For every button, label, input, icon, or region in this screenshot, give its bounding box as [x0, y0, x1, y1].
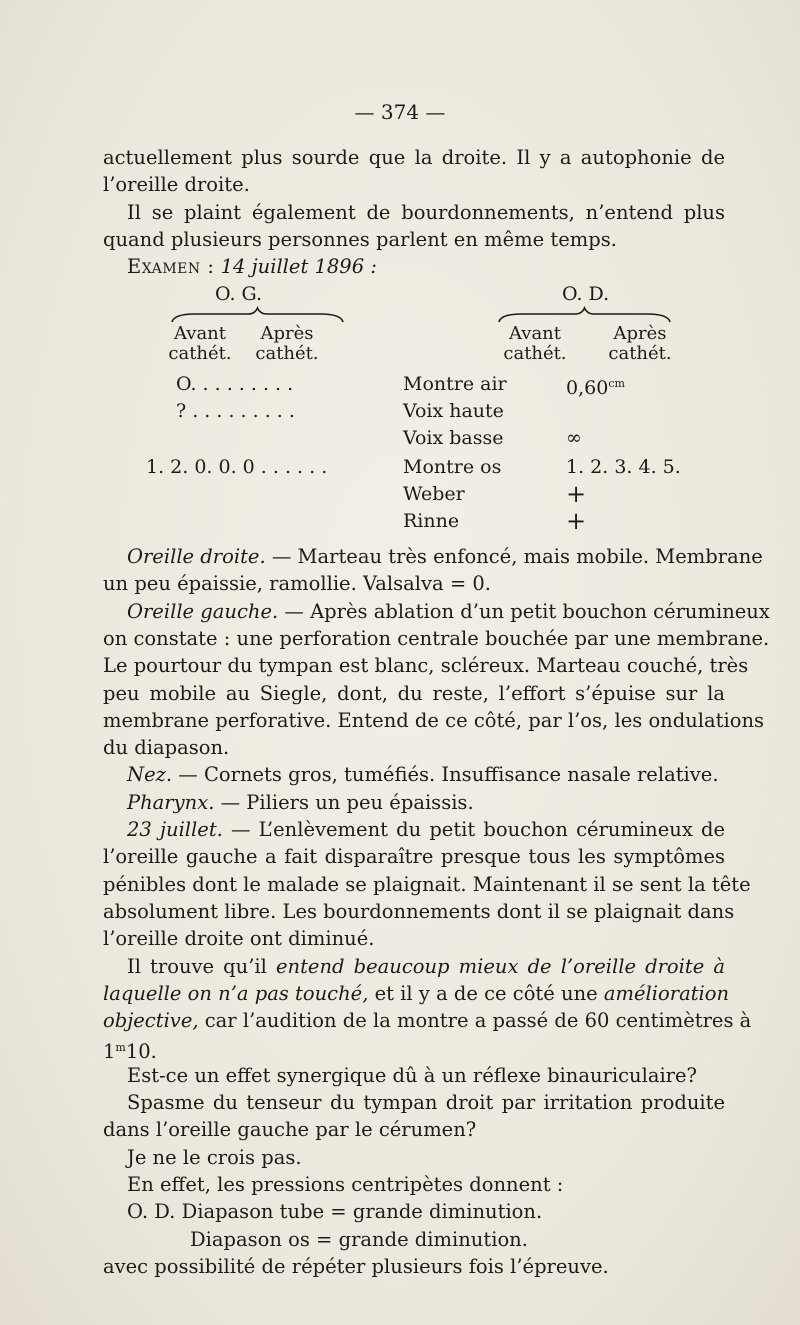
text-line: Le pourtour du tympan est blanc, scléreux. Marteau couché, très — [103, 654, 749, 677]
od-value: 1. 2. 3. 4. 5. — [566, 456, 681, 478]
text-line: l’oreille gauche a fait disparaître presque tous les symptômes — [103, 845, 725, 868]
text-line: Diapason os = grande diminution. — [190, 1228, 528, 1251]
text-line: pénibles dont le malade se plaignait. Maintenant il se sent la tête — [103, 873, 751, 896]
og-header: O. G. — [215, 283, 263, 305]
text-line: dans l’oreille gauche par le cérumen? — [103, 1118, 477, 1141]
text-line: absolument libre. Les bourdonnements dont il se plaignait dans — [103, 900, 735, 923]
og-value: O. . . . . . . . . — [176, 373, 294, 395]
text-line: En effet, les pressions centripètes donnent : — [127, 1173, 564, 1196]
text-line: peu mobile au Siegle, dont, du reste, l’effort s’épuise sur la — [103, 682, 725, 705]
text-line: membrane perforative. Entend de ce côté, par l’os, les ondulations — [103, 709, 765, 732]
og-value: 1. 2. 0. 0. 0 . . . . . . — [146, 456, 328, 478]
text-line: on constate : une perforation centrale bouchée par une membrane. — [103, 627, 770, 650]
text-line: avec possibilité de répéter plusieurs fois l’épreuve. — [103, 1255, 609, 1278]
text-line: Spasme du tenseur du tympan droit par irritation produite — [127, 1091, 725, 1114]
text-line: Il se plaint également de bourdonnements, n’entend plus — [127, 201, 725, 224]
text-line: du diapason. — [103, 736, 230, 759]
text-line: l’oreille droite. — [103, 173, 250, 196]
od-avant-label: Avant cathét. — [503, 323, 567, 364]
text-line: objective, car l’audition de la montre a passé de 60 centimètres à — [103, 1009, 752, 1032]
od-value: + — [566, 507, 587, 535]
examen-label: Examen : — [127, 255, 215, 278]
examen-date: 14 juillet 1896 : — [220, 255, 377, 278]
page-number: — 374 — — [354, 100, 446, 124]
og-value: ? . . . . . . . . . — [176, 400, 295, 422]
text-line: quand plusieurs personnes parlent en même temps. — [103, 228, 617, 251]
od-header: O. D. — [562, 283, 610, 305]
og-brace — [170, 306, 345, 324]
od-apres-label: Après cathét. — [608, 323, 672, 364]
test-name: Rinne — [403, 510, 460, 532]
od-value: ∞ — [566, 427, 582, 449]
od-value: + — [566, 480, 587, 508]
test-name: Voix basse — [403, 427, 504, 449]
text-line: Nez. — Cornets gros, tuméfiés. Insuffisance nasale relative. — [127, 763, 719, 786]
text-line: Oreille droite. — Marteau très enfoncé, mais mobile. Membrane — [127, 545, 763, 568]
og-avant-label: Avant cathét. — [168, 323, 232, 364]
text-line: actuellement plus sourde que la droite. Il y a autophonie de — [103, 146, 725, 169]
test-name: Weber — [403, 483, 465, 505]
test-name: Montre air — [403, 373, 507, 395]
examen-line — [127, 253, 749, 280]
text-line: Est-ce un effet synergique dû à un réflexe binauriculaire? — [127, 1064, 697, 1087]
og-apres-label: Après cathét. — [255, 323, 319, 364]
test-name: Voix haute — [403, 400, 504, 422]
text-line: l’oreille droite ont diminué. — [103, 927, 375, 950]
text-line: Pharynx. — Piliers un peu épaissis. — [127, 791, 474, 814]
text-line: un peu épaissie, ramollie. Valsalva = 0. — [103, 572, 492, 595]
text-line: Je ne le crois pas. — [127, 1146, 302, 1169]
od-value: $0,60^{cm}$ — [566, 377, 625, 399]
text-line: 23 juillet. — L’enlèvement du petit bouchon cérumineux de — [127, 818, 726, 841]
text-line: O. D. Diapason tube = grande diminution. — [127, 1200, 543, 1223]
text-line: laquelle on n’a pas touché, et il y a de ce côté une amélioration — [103, 982, 730, 1005]
test-name: Montre os — [403, 456, 502, 478]
text-line: Oreille gauche. — Après ablation d’un petit bouchon cérumineux — [127, 600, 770, 623]
od-brace — [497, 306, 672, 324]
text-line: 1$^m$10. — [103, 1040, 157, 1063]
text-line: Il trouve qu’il entend beaucoup mieux de l’oreille droite à — [127, 955, 725, 978]
